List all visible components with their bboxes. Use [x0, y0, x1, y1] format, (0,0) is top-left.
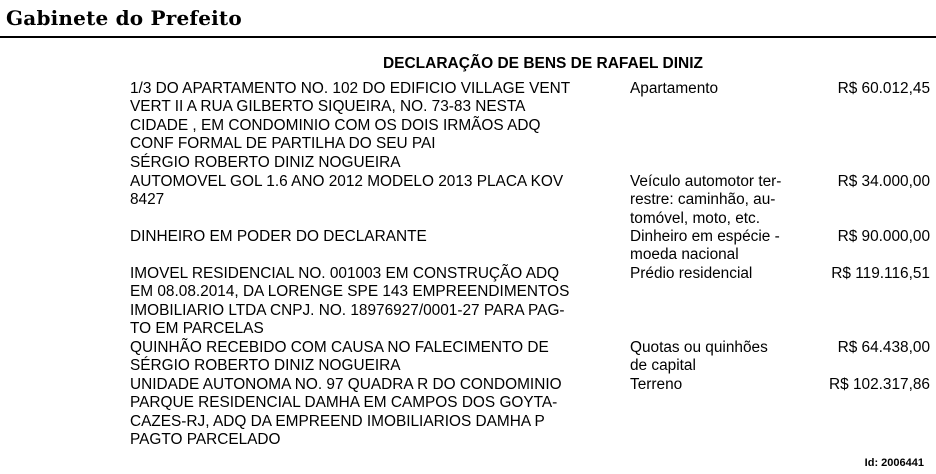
asset-value: R$ 119.116,51	[831, 265, 930, 282]
asset-description: AUTOMOVEL GOL 1.6 ANO 2012 MODELO 2013 PLACA KOV 8427	[130, 173, 564, 209]
asset-row	[130, 265, 930, 339]
section-header	[0, 0, 936, 40]
asset-description: QUINHÃO RECEBIDO COM CAUSA NO FALECIMENTO DE SÉRGIO ROBERTO DINIZ NOGUEIRA	[130, 339, 549, 375]
asset-value: R$ 90.000,00	[837, 228, 930, 245]
asset-type: Apartamento	[630, 80, 719, 97]
assets-list	[130, 80, 930, 450]
asset-type: Quotas ou quinhões de capital	[630, 339, 768, 375]
declaration-title: DECLARAÇÃO DE BENS DE RAFAEL DINIZ	[382, 55, 704, 72]
asset-type: Veículo automotor ter- restre: caminhão, au- tomóvel, moto, etc.	[630, 173, 782, 227]
asset-description: UNIDADE AUTONOMA NO. 97 QUADRA R DO CONDOMINIO PARQUE RESIDENCIAL DAMHA EM CAMPOS DOS GOYTA- CAZES-RJ, ADQ DA EMPREEND IMOBILIARIOS DAMHA P PAGTO PARCELADO	[130, 376, 562, 449]
asset-description: DINHEIRO EM PODER DO DECLARANTE	[130, 228, 427, 245]
asset-type: Dinheiro em espécie - moeda nacional	[630, 228, 780, 264]
asset-type: Prédio residencial	[630, 265, 753, 282]
document-id: Id: 2006441	[864, 457, 924, 469]
asset-row	[130, 376, 930, 450]
asset-value: R$ 60.012,45	[837, 80, 930, 97]
asset-type: Terreno	[630, 376, 683, 393]
asset-row	[130, 228, 930, 265]
header-divider	[0, 36, 936, 38]
asset-row	[130, 339, 930, 376]
asset-description: 1/3 DO APARTAMENTO NO. 102 DO EDIFICIO VILLAGE VENT VERT II A RUA GILBERTO SIQUEIRA, NO. 73-83 NESTA CIDADE , EM CONDOMINIO COM OS DOIS IRMÃOS ADQ CONF FORMAL DE PARTILHA DO SEU PAI SÉRGIO ROBERTO DINIZ NOGUEIRA	[130, 80, 571, 171]
asset-value: R$ 34.000,00	[837, 173, 930, 190]
asset-value: R$ 64.438,00	[837, 339, 930, 356]
asset-description: IMOVEL RESIDENCIAL NO. 001003 EM CONSTRUÇÃO ADQ EM 08.08.2014, DA LORENGE SPE 143 EMPREENDIMENTOS IMOBILIARIO LTDA CNPJ. NO. 18976927/0001-27 PARA PAG- TO EM PARCELAS	[130, 265, 570, 338]
asset-row	[130, 173, 930, 228]
section-title: Gabinete do Prefeito	[6, 6, 242, 30]
asset-value: R$ 102.317,86	[829, 376, 930, 393]
asset-row	[130, 80, 930, 173]
